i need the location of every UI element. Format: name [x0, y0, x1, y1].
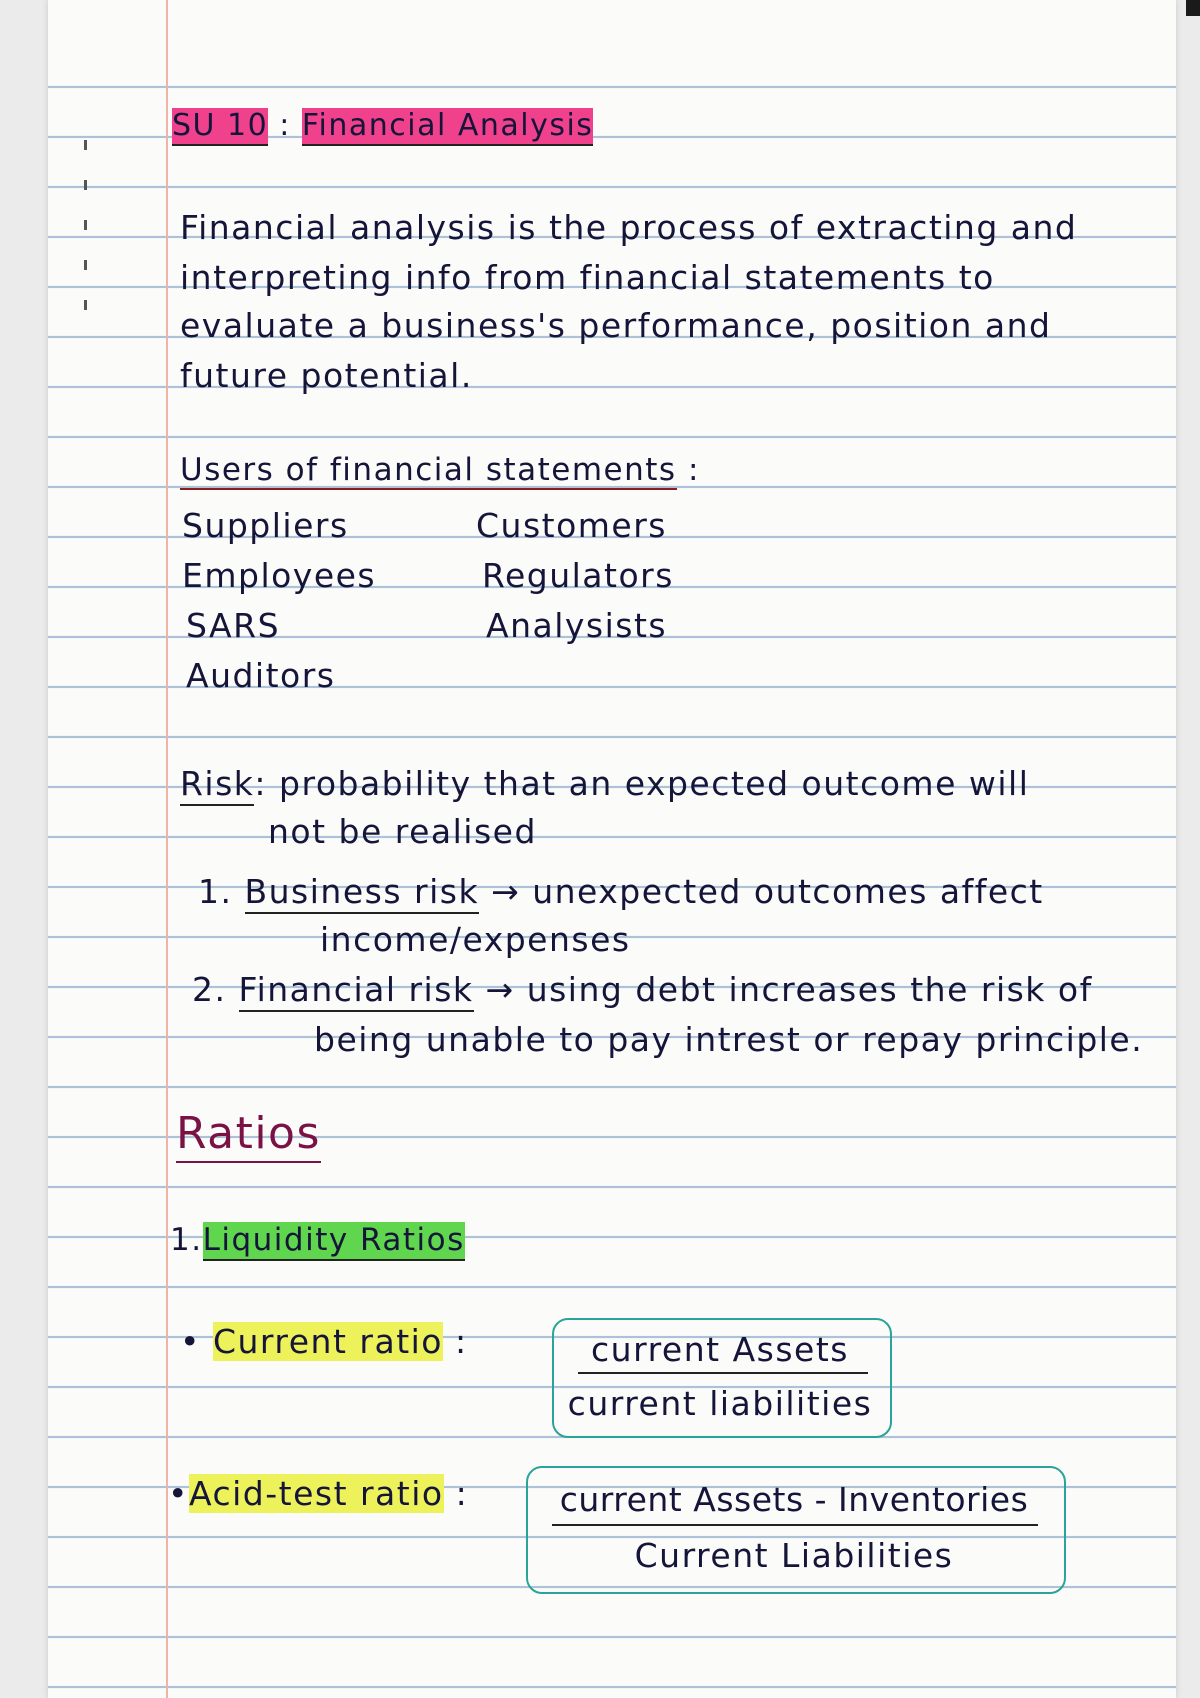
- risk-definition-line: probability that an expected outcome will: [279, 764, 1030, 803]
- binding-marks: [84, 140, 90, 340]
- heading-separator: :: [279, 108, 291, 143]
- user-item: Auditors: [186, 656, 336, 695]
- ratio-name: Acid-test ratio: [188, 1474, 444, 1513]
- section-title: Liquidity Ratios: [203, 1222, 465, 1261]
- ratio-name: Current ratio: [212, 1322, 443, 1361]
- notebook-page: [48, 0, 1176, 1698]
- section-number: 1.: [170, 1222, 203, 1258]
- users-title: Users of financial statements: [180, 452, 677, 488]
- definition-line: interpreting info from financial statements to: [180, 258, 995, 297]
- numerator: current Assets - Inventories: [559, 1480, 1029, 1519]
- denominator: current liabilities: [567, 1384, 873, 1423]
- users-heading: [180, 452, 700, 488]
- arrow-icon: →: [485, 970, 515, 1009]
- heading-title: Financial Analysis: [302, 108, 594, 146]
- user-item: Analysists: [486, 606, 668, 645]
- risk-definition: [180, 764, 1029, 803]
- risk-item-number: 1.: [198, 872, 233, 911]
- risk-item-text: using debt increases the risk of: [526, 970, 1093, 1009]
- risk-term: Risk: [180, 764, 254, 806]
- page-edge-mark: [1186, 0, 1200, 16]
- definition-line: future potential.: [180, 356, 473, 395]
- ratio-colon: :: [455, 1322, 468, 1361]
- risk-definition-line: not be realised: [268, 812, 537, 851]
- ratio-colon: :: [455, 1474, 469, 1513]
- risk-item: [198, 872, 1044, 911]
- user-item: Regulators: [482, 556, 674, 595]
- risk-item-text: unexpected outcomes affect: [532, 872, 1044, 911]
- risk-item-text: income/expenses: [320, 920, 631, 959]
- fraction-line: [552, 1524, 1038, 1526]
- risk-item-name: Business risk: [245, 872, 480, 914]
- fraction-line: [578, 1372, 868, 1374]
- page-heading: [172, 108, 593, 143]
- risk-item-number: 2.: [192, 970, 227, 1009]
- heading-code: SU 10: [172, 108, 268, 146]
- bullet-icon: •: [180, 1322, 201, 1361]
- definition-line: evaluate a business's performance, position and: [180, 306, 1052, 345]
- margin-line: [166, 0, 168, 1698]
- definition-line: Financial analysis is the process of extracting and: [180, 208, 1078, 247]
- denominator: Current Liabilities: [634, 1536, 954, 1575]
- user-item: SARS: [186, 606, 281, 645]
- user-item: Suppliers: [182, 506, 349, 545]
- ratios-heading: Ratios: [176, 1108, 321, 1163]
- risk-colon: :: [254, 764, 268, 803]
- user-item: Customers: [476, 506, 667, 545]
- ratio-label: [168, 1474, 468, 1513]
- user-item: Employees: [182, 556, 377, 595]
- arrow-icon: →: [491, 872, 521, 911]
- users-colon: :: [687, 452, 700, 488]
- risk-item: [192, 970, 1093, 1009]
- numerator: current Assets: [591, 1330, 849, 1369]
- ratio-label: [180, 1322, 468, 1361]
- risk-item-name: Financial risk: [239, 970, 474, 1012]
- risk-item-text: being unable to pay intrest or repay principle.: [314, 1020, 1144, 1059]
- liquidity-heading: [170, 1222, 465, 1258]
- bullet-icon: •: [168, 1474, 189, 1513]
